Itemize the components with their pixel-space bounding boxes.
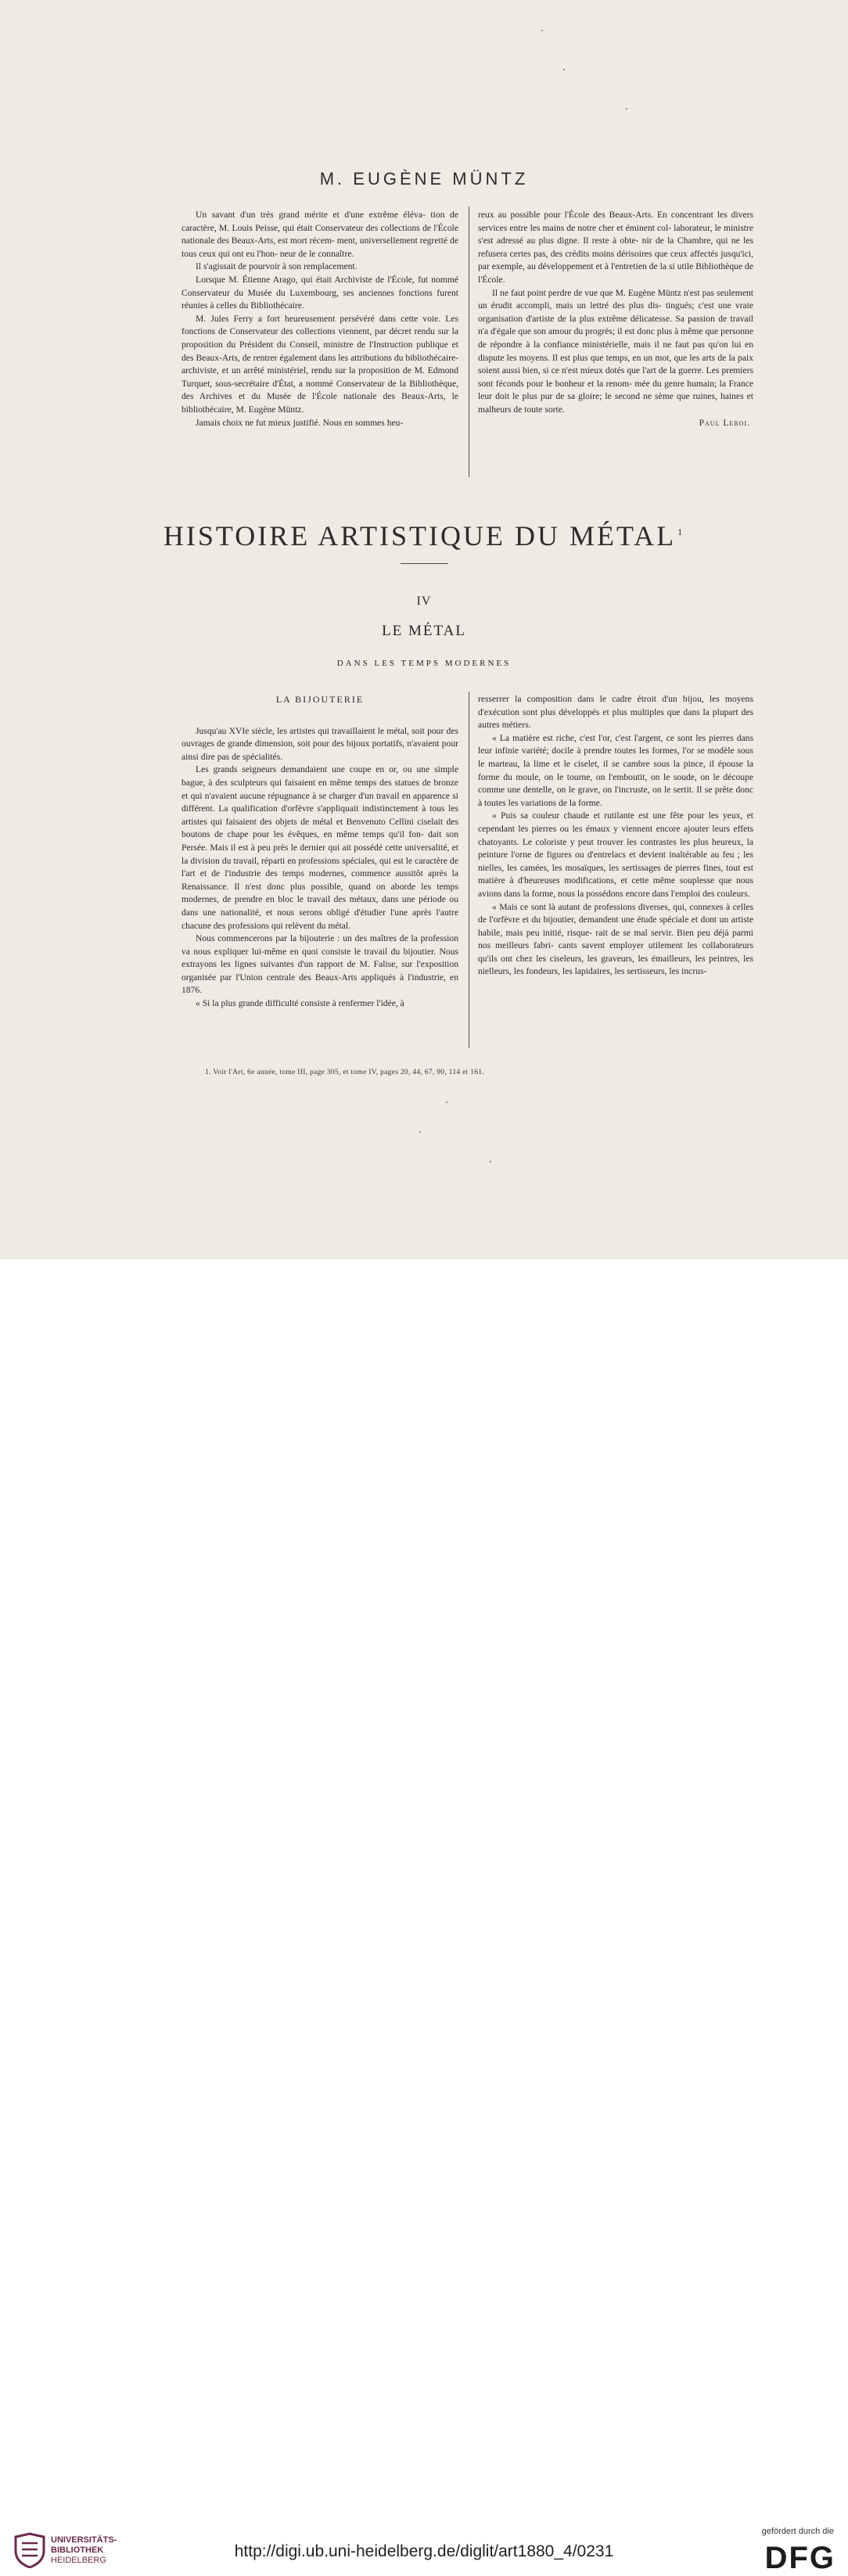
article-title-muntz: M. EUGÈNE MÜNTZ xyxy=(319,169,529,189)
paragraph: « La matière est riche, c'est l'or, c'est l'argent, ce sont les pierres dans leur infinie variété; docile à prendre toutes les formes, l'or se modèle sous le marteau, la lime et le ciselet, il se cambre sous la pince, il épouse la forme du moule, on le tourne, on l'emboutit, on le soude, on le découpe comme une dentelle, on le grave, on l'incruste, on le sertit. Il se prête donc à toutes les variations de la forme. xyxy=(478,732,753,808)
funding-note: gefördert durch die xyxy=(761,2527,834,2536)
article2-right-column xyxy=(478,693,753,979)
article1-right-column xyxy=(478,209,753,429)
sub-heading: LA BIJOUTERIE xyxy=(275,694,365,705)
article1-left-column xyxy=(181,209,458,429)
paragraph: Nous commencerons par la bijouterie : un des maîtres de la profession va nous expliquer lui-même en quoi consiste le travail du bijoutier. Nous extrayons les lignes suivantes d'un rapport de M. Falise, sur l'exposition organisée par l'Union centrale des Beaux-Arts appliqués à l'industrie, en 1876. xyxy=(181,933,458,996)
paragraph: resserrer la composition dans le cadre étroit d'un bijou, les moyens d'exécution sont plus développés et plus multiples que dans la plupart des autres métiers. xyxy=(478,694,753,731)
paper-speck xyxy=(626,108,627,110)
paper-speck xyxy=(419,1131,421,1133)
paragraph: Un savant d'un très grand mérite et d'une extrême éléva- tion de caractère, M. Louis Peisse, qui était Conservateur des collections de l'École nationale des Beaux-Arts, est mort récem- ment, universellement regretté de tous ceux qui ont eu l'hon- neur de le connaître. xyxy=(181,210,458,259)
footnote: 1. Voir l'Art, 6e année, tome III, page 305, et tome IV, pages 20, 44, 67, 90, 114 et 161. xyxy=(205,1069,485,1076)
paper-speck xyxy=(490,1161,491,1162)
paragraph: Lorsque M. Étienne Arago, qui était Archiviste de l'École, fut nommé Conservateur du Musée du Luxembourg, ses anciennes fonctions furent réunies à celles du Bibliothécaire. xyxy=(181,274,458,311)
paragraph: Les grands seigneurs demandaient une coupe en or, ou une simple bague, à des sculpteurs qui faisaient en même temps des statues de bronze et qui n'avaient aucune répugnance à se charger d'un travail en apparence si différent. La qualification d'orfèvre s'appliquait indistinctement à tous les artistes qui faisaient des objets de métal et Benvenuto Cellini ciselait des boutons de chape pour les évêques, en même temps qu'il fon- dait son Persée. Mais il est à peu près le dernier qui ait possédé cette universalité, et la division du travail, réparti en professions spéciales, qui est le caractère de l'art et de l'industrie des temps modernes, commence aussitôt après la Renaissance. Il n'est donc plus possible, quand on aborde les temps modernes, de prendre en bloc le travail des métaux, dans une période ou dans une nationalité, et nous serons obligé d'étudier l'une après l'autre chacune des professions qui relèvent du métal. xyxy=(181,764,458,931)
scanned-page xyxy=(0,0,848,1259)
library-name-line: BIBLIOTHEK xyxy=(51,2545,104,2555)
section-title: LE MÉTAL xyxy=(382,623,466,639)
title-text: HISTOIRE ARTISTIQUE DU MÉTAL xyxy=(163,520,677,551)
article-title-metal xyxy=(0,519,848,552)
library-name-line: HEIDELBERG xyxy=(51,2556,106,2565)
paper-speck xyxy=(541,30,543,31)
dfg-logo[interactable]: DFG xyxy=(764,2541,835,2575)
viewer-footer xyxy=(0,1259,848,2575)
paragraph: « Puis sa couleur chaude et rutilante est une fête pour les yeux, et cependant les pierres ou les émaux y viennent encore ajouter leurs effets chatoyants. Le coloriste y peut trouver les contrastes les plus heureux, la peinture l'orne de figures ou d'entrelacs et devient inaltérable au feu ; les nielles, les camées, les mosaïques, les sertissages de pierres fines, tout est matière à d'heureuses modifications, et cette même souplesse que nous avions dans la forme, nous la possédons encore dans l'emploi des couleurs. xyxy=(478,810,753,899)
paragraph: Jusqu'au XVIe siècle, les artistes qui travaillaient le métal, soit pour des ouvrages de grande dimension, soit pour des bijoux portatifs, n'avaient pour ainsi dire pas de spécialités. xyxy=(181,725,458,762)
paragraph: Il s'agissait de pourvoir à son remplacement. xyxy=(196,261,358,272)
title-rule xyxy=(401,563,448,564)
paragraph: M. Jules Ferry a fort heureusement persévéré dans cette voie. Les fonctions de Conservateur des collections viennent, par décret rendu sur la proposition du Président du Conseil, ministre de l'Instruction publique et des Beaux-Arts, de rentrer également dans les attributions du bibliothécaire-archiviste, et un arrêté ministériel, rendu sur la proposition de M. Edmond Turquet, sous-secrétaire d'État, a nommé Conservateur de la Bibliothèque, des Archives et du Musée de l'École nationale des Beaux-Arts, le bibliothécaire, M. Eugène Müntz. xyxy=(181,313,458,415)
paper-speck xyxy=(446,1101,447,1103)
paragraph: Jamais choix ne fut mieux justifié. Nous en sommes heu- xyxy=(196,417,404,428)
paragraph: « Mais ce sont là autant de professions diverses, qui, connexes à celles de l'orfèvre et du bijoutier, demandent une étude spéciale et dont un artiste habile, mais peu initié, risque- rait de se mal servir. Bien peu déjà parmi nos meilleurs fabri- cants savent employer utilement les collaborateurs qu'ils ont chez les ciseleurs, les graveurs, les émailleurs, les peintres, les nielleurs, les fondeurs, les lapidaires, les sertisseurs, les incrus- xyxy=(478,901,753,977)
section-number: IV xyxy=(416,595,432,608)
paragraph: « Si la plus grande difficulté consiste à renfermer l'idée, à xyxy=(196,998,404,1009)
paragraph: reux au possible pour l'École des Beaux-Arts. En concentrant les divers services entre les mains de notre cher et éminent col- laborateur, le ministre s'est adressé au plus digne. Il reste à obte- nir de la Chambre, qui ne les refusera certes pas, des crédits moins dérisoires que ceux affectés jusqu'ici, par exemple, au développement et à l'entretien de la si utile Bibliothèque de l'École. xyxy=(478,210,753,285)
library-name-line: UNIVERSITÄTS- xyxy=(51,2535,117,2545)
article2-left-column xyxy=(181,693,458,1011)
author-signature: Paul Leroi. xyxy=(699,417,750,428)
permalink-url[interactable]: http://digi.ub.uni-heidelberg.de/diglit/art1880_4/0231 xyxy=(234,2542,614,2560)
section-subtitle: DANS LES TEMPS MODERNES xyxy=(336,659,512,668)
paper-speck xyxy=(563,69,565,70)
footnote-marker: 1 xyxy=(677,526,685,537)
paragraph: Il ne faut point perdre de vue que M. Eugène Müntz n'est pas seulement un érudit accompli, mais un lettré des plus dis- tingués; c'est une vraie organisation d'artiste de la plus extrême délicatesse. Sa passion de travail n'a d'égale que son amour du progrès; il est donc plus à même que personne de répondre à la confiance ministérielle, mais il ne faut pas qu'on lui en dispute les moyens. Il est plus que temps, en un mot, que les arts de la paix soient aussi bien, si ce n'est mieux dotés que l'art de la guerre. Les premiers sont féconds pour le bonheur et la renom- mée du genre humain; la France leur doit le plus pur de sa gloire; le second ne sème que ruines, haines et malheurs de toute sorte. xyxy=(478,287,753,415)
